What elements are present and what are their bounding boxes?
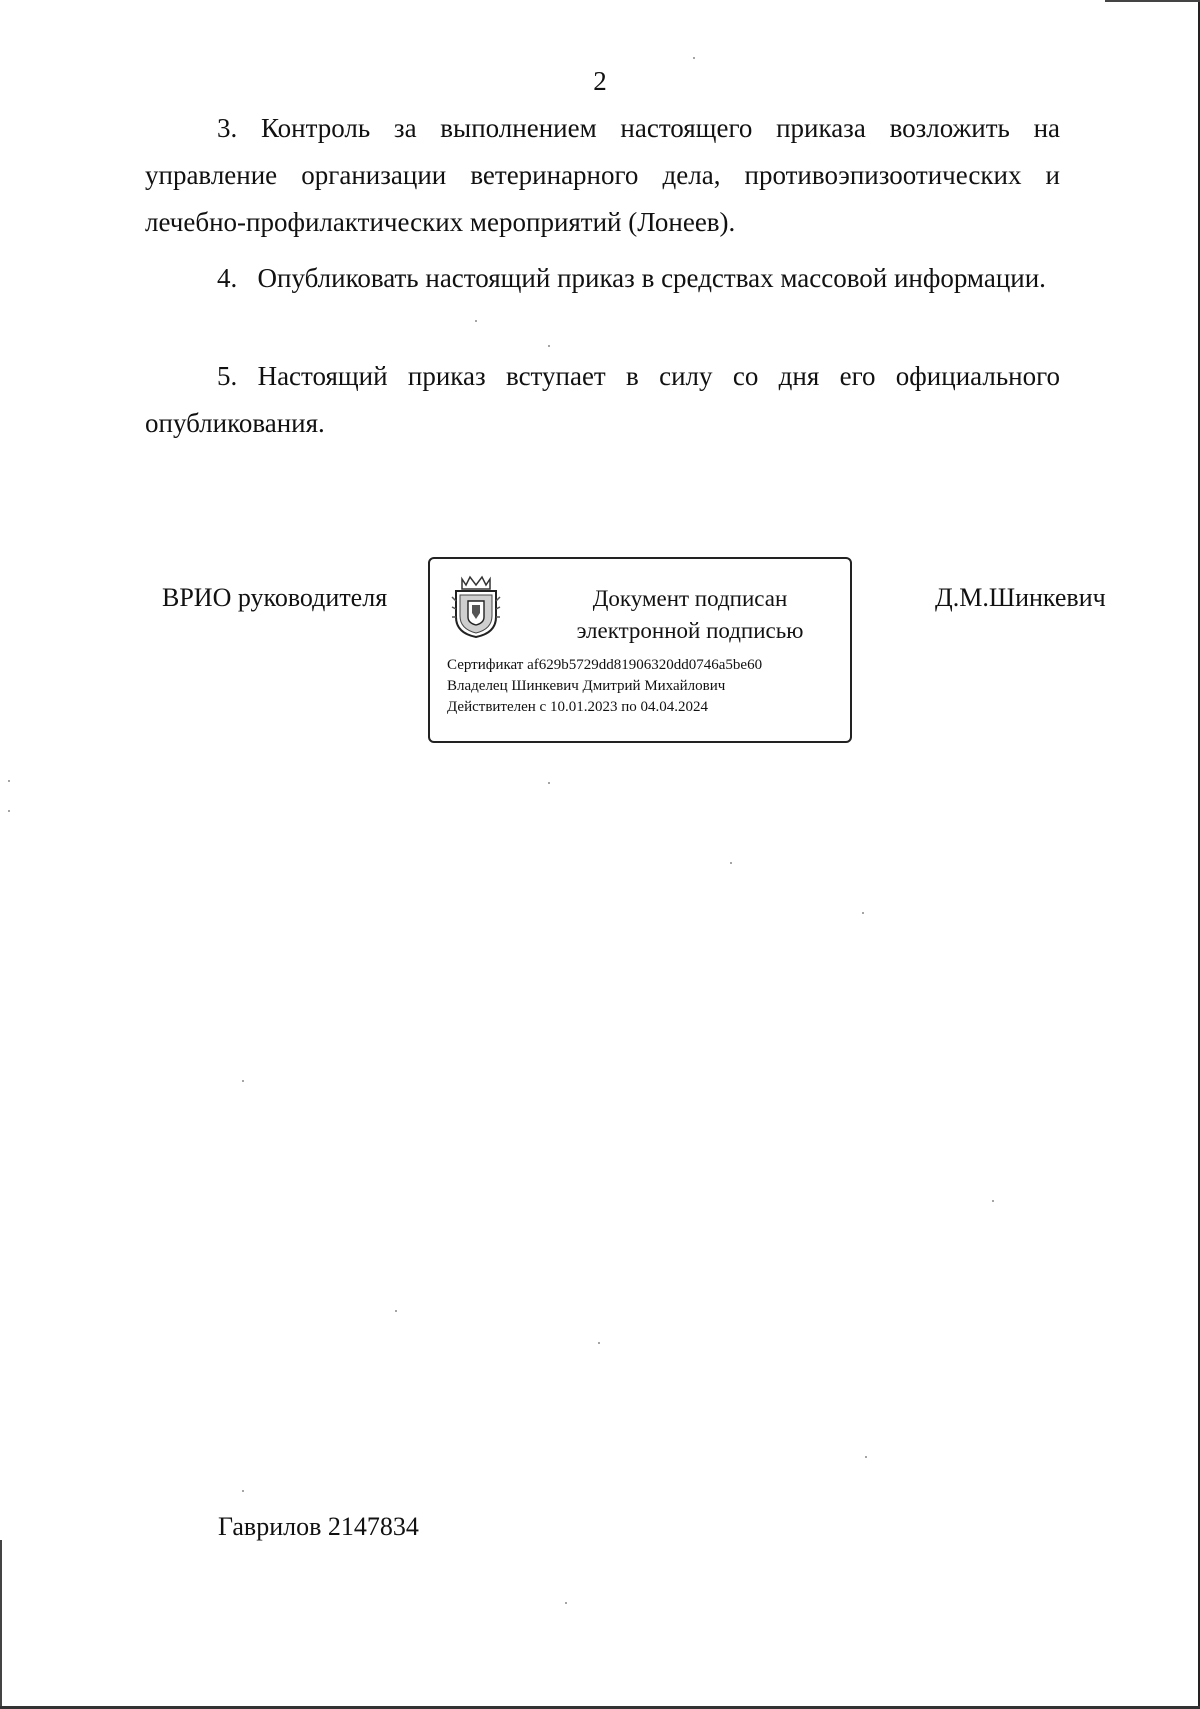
page-number: 2 xyxy=(593,66,607,96)
scan-speck xyxy=(730,862,732,864)
stamp-owner: Владелец Шинкевич Дмитрий Михайлович xyxy=(447,678,726,694)
scan-speck xyxy=(865,1456,867,1458)
stamp-info xyxy=(447,655,762,718)
stamp-title xyxy=(540,583,840,647)
stamp-certificate: Сертификат af629b5729dd81906320dd0746a5be60 xyxy=(447,657,763,673)
e-signature-stamp xyxy=(428,557,852,743)
scan-speck xyxy=(475,320,477,322)
scan-speck xyxy=(242,1490,244,1492)
scan-speck xyxy=(992,1200,994,1202)
stamp-title-line-1: Документ подписан xyxy=(592,586,788,611)
paragraph-3-text: Контроль за выполнением настоящего приказа возложить на управление организации ветеринарного дела, противоэпизоотических и лечебно-профилактических мероприятий (Лонеев). xyxy=(145,113,1061,237)
stamp-validity: Действителен с 10.01.2023 по 04.04.2024 xyxy=(447,699,708,715)
scan-speck xyxy=(8,810,10,812)
executor-note: Гаврилов 2147834 xyxy=(218,1512,419,1541)
paragraph-3-number: 3. xyxy=(217,113,238,143)
signatory-role: ВРИО руководителя xyxy=(162,583,388,612)
scan-edge-top xyxy=(1105,0,1200,2)
scan-speck xyxy=(565,1602,567,1604)
paragraph-5-number: 5. xyxy=(217,361,238,391)
paragraph-4 xyxy=(145,255,1060,302)
scan-speck xyxy=(693,57,695,59)
paragraph-3 xyxy=(145,105,1060,246)
scan-edge-left xyxy=(0,1540,2,1709)
scan-speck xyxy=(8,780,10,782)
paragraph-4-text: Опубликовать настоящий приказ в средствах массовой информации. xyxy=(257,263,1046,293)
coat-of-arms-icon xyxy=(450,573,502,639)
scan-speck xyxy=(548,345,550,347)
scan-speck xyxy=(395,1310,397,1312)
stamp-title-line-2: электронной подписью xyxy=(576,618,804,643)
paragraph-4-number: 4. xyxy=(217,263,238,293)
scan-speck xyxy=(548,782,550,784)
scan-speck xyxy=(598,1342,600,1344)
scan-speck xyxy=(862,912,864,914)
scan-speck xyxy=(242,1080,244,1082)
paragraph-5 xyxy=(145,353,1060,447)
signatory-name: Д.М.Шинкевич xyxy=(935,583,1106,612)
paragraph-5-text: Настоящий приказ вступает в силу со дня его официального опубликования. xyxy=(145,361,1061,438)
